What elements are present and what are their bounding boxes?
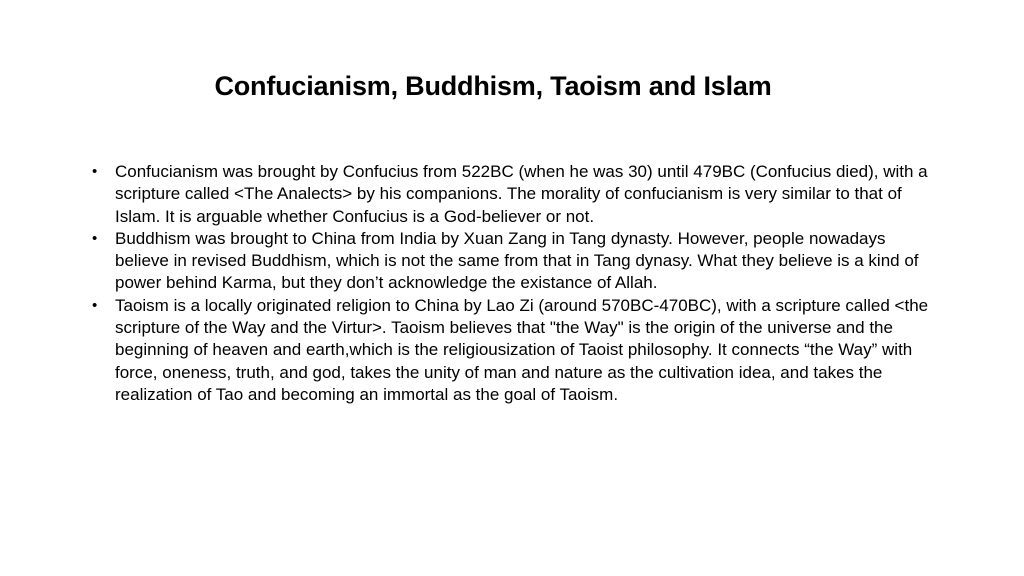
bullet-dot-icon: • [92,229,98,247]
bullet-text: Confucianism was brought by Confucius from 522BC (when he was 30) until 479BC (Confucius died), with a scripture called <The Analects> by his companions. The morality of confucianism is very similar to that of Islam. It is arguable whether Confucius is a God-believer or not. [115,162,928,226]
bullet-dot-icon: • [92,163,98,180]
bullet-item-taoism [92,295,932,406]
slide-title: Confucianism, Buddhism, Taoism and Islam [214,71,772,101]
bullet-item-confucianism [92,161,932,228]
bullet-dot-icon: • [92,296,98,314]
bullet-text: Buddhism was brought to China from India by Xuan Zang in Tang dynasty. However, people nowadays believe in revised Buddhism, which is not the same from that in Tang dynasy. What they believe is a kind of power behind Karma, but they don’t acknowledge the existance of Allah. [115,228,919,293]
bullet-text: Taoism is a locally originated religion to China by Lao Zi (around 570BC-470BC), with a scripture called <the scripture of the Way and the Virtur>. Taoism believes that "the Way" is the origin of the universe and the beginning of heaven and earth,which is the religiousization of Taoist philosophy. It connects “the Way” with force, oneness, truth, and god, takes the unity of man and nature as the cultivation idea, and takes the realization of Tao and becoming an immortal as the goal of Taoism. [115,295,929,404]
bullet-item-buddhism [92,228,932,295]
bullet-list [92,161,932,406]
